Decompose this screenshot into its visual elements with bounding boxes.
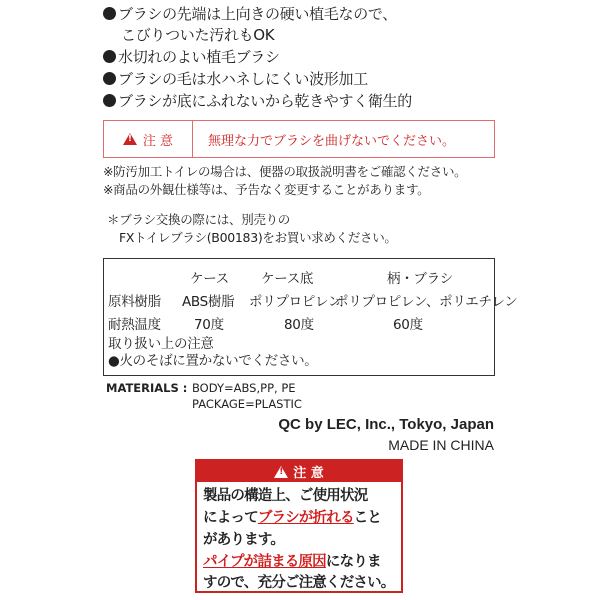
- resin-case-bottom: ポリプロピレン: [249, 294, 342, 310]
- feature-item-2: 水切れのよい植毛ブラシ: [103, 47, 280, 67]
- note-antifouling: ※防汚加工トイレの場合は、便器の取扱説明書をご確認ください。: [103, 164, 467, 179]
- handling-item: ●火のそばに置かないでください。: [108, 353, 318, 369]
- row-label-resin: 原料樹脂: [108, 294, 161, 310]
- bullet-dot-icon: [103, 72, 116, 85]
- note-replacement-2: FXトイレブラシ(B00183)をお買い求めください。: [119, 230, 397, 245]
- maker-name: QC by LEC, Inc., Tokyo, Japan: [278, 416, 494, 433]
- warning-line-5: すので、充分ご注意ください。: [203, 575, 395, 591]
- origin-label: MADE IN CHINA: [388, 437, 494, 453]
- caution-box: [103, 120, 495, 158]
- bullet-dot-icon: [103, 7, 116, 20]
- caution-message: 無理な力でブラシを曲げないでください。: [208, 133, 456, 149]
- feature-item-1: ブラシの先端は上向きの硬い植毛なので、: [103, 4, 397, 24]
- header-case: ケース: [190, 271, 229, 287]
- note-spec-change: ※商品の外観仕様等は、予告なく変更することがあります。: [103, 182, 430, 197]
- heat-case: 70度: [194, 317, 224, 333]
- warning-line-2: によってブラシが折れること: [203, 510, 382, 526]
- resin-handle-brush: ポリプロピレン、ポリエチレン: [335, 294, 518, 310]
- materials-package: PACKAGE=PLASTIC: [192, 397, 302, 411]
- bullet-dot-icon: [103, 50, 116, 63]
- heat-case-bottom: 80度: [284, 317, 314, 333]
- warning-header: ! 注 意: [197, 461, 401, 482]
- caution-label: ! 注 意: [104, 121, 193, 157]
- row-label-heat: 耐熱温度: [108, 317, 161, 333]
- heat-handle-brush: 60度: [393, 317, 423, 333]
- materials-label: MATERIALS :: [106, 381, 188, 395]
- note-replacement-1: ＊ブラシ交換の際には、別売りの: [107, 212, 291, 227]
- warning-line-4: パイプが詰まる原因になりま: [203, 554, 381, 570]
- handling-title: 取り扱い上の注意: [108, 336, 214, 352]
- materials-body: BODY=ABS,PP, PE: [192, 381, 296, 395]
- feature-item-3: ブラシの毛は水ハネしにくい波形加工: [103, 69, 368, 89]
- warning-line-1: 製品の構造上、ご使用状況: [203, 488, 368, 504]
- warning-emphasis-clog: パイプが詰まる原因: [203, 554, 326, 570]
- warning-icon: [274, 466, 288, 478]
- warning-line-3: があります。: [203, 532, 285, 548]
- bullet-dot-icon: [103, 94, 116, 107]
- header-case-bottom: ケース底: [261, 271, 314, 287]
- feature-item-4: ブラシが底にふれないから乾きやすく衛生的: [103, 91, 412, 111]
- header-handle-brush: 柄・ブラシ: [387, 271, 453, 287]
- warning-icon: [123, 133, 137, 145]
- warning-box: [195, 459, 403, 593]
- resin-case: ABS樹脂: [182, 294, 235, 310]
- materials-table: [103, 258, 518, 376]
- warning-emphasis-breaks: ブラシが折れる: [257, 510, 354, 526]
- feature-item-1-continued: こびりついた汚れもOK: [121, 26, 275, 44]
